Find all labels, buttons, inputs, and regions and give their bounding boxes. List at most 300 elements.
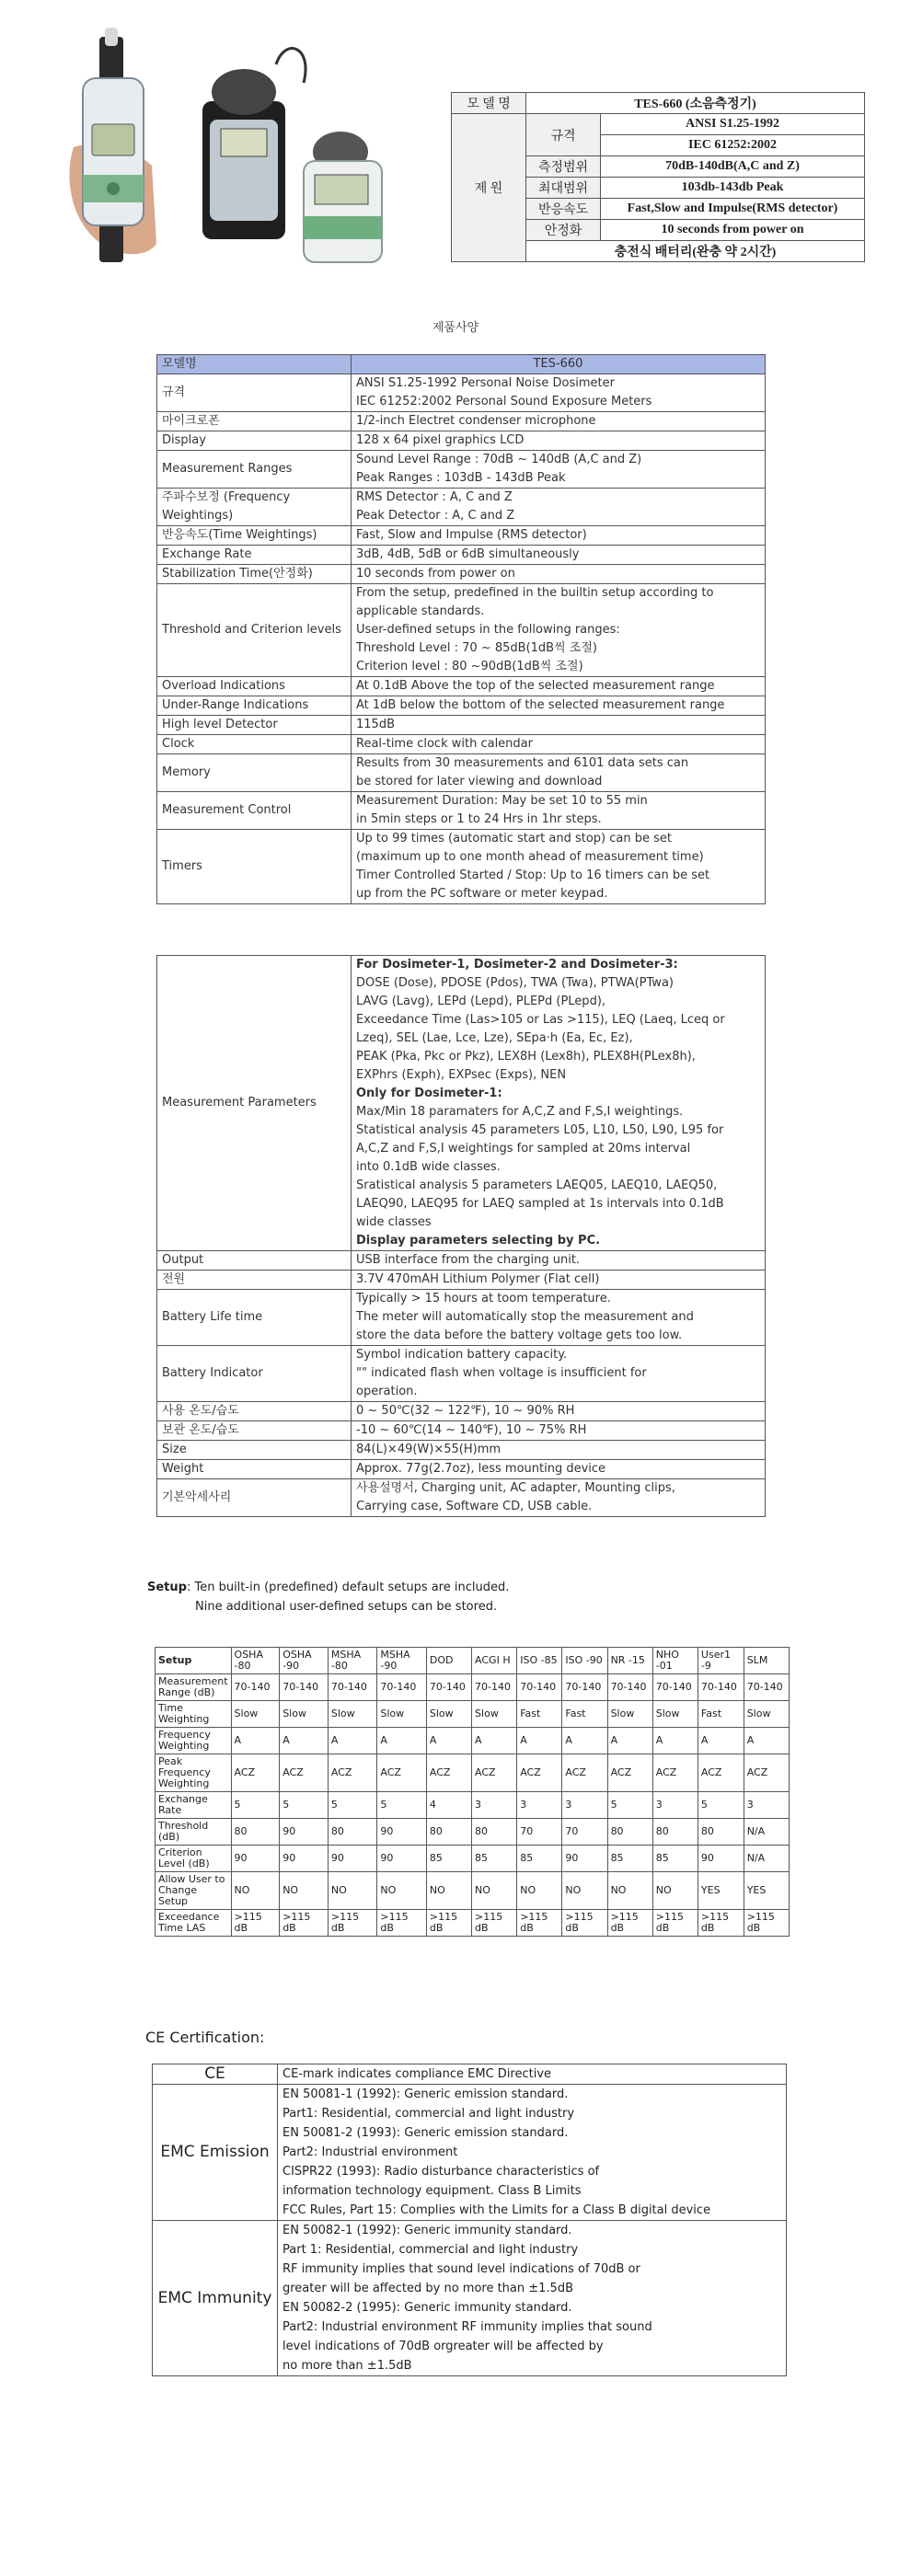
spec-value: 10 seconds from power on [601, 220, 865, 241]
spec-table-2-body [157, 956, 766, 1517]
spec-line: At 1dB below the bottom of the selected measurement range [356, 698, 725, 712]
spec-value [352, 1460, 766, 1479]
setup-cell: 80 [698, 1819, 744, 1846]
spec-label: 규격 [526, 114, 601, 156]
setup-cell: NO [562, 1872, 607, 1910]
spec-row [157, 1402, 766, 1421]
setup-cell: >115 dB [517, 1910, 562, 1937]
setup-header-cell: Setup [156, 1648, 232, 1674]
setup-cell: 5 [377, 1792, 427, 1819]
setup-cell: Slow [377, 1701, 427, 1728]
ce-line: EN 50082-1 (1992): Generic immunity standard. [283, 2224, 572, 2237]
spec-row [157, 584, 766, 677]
spec-line: 84(L)×49(W)×55(H)mm [356, 1443, 502, 1456]
setup-cell: 90 [562, 1846, 607, 1872]
spec-value [352, 956, 766, 1251]
setup-cell: 5 [280, 1792, 329, 1819]
setup-cell: NO [280, 1872, 329, 1910]
spec-value [352, 451, 766, 489]
setup-cell: Slow [231, 1701, 280, 1728]
setup-cell: 85 [607, 1846, 652, 1872]
setup-cell: A [744, 1728, 789, 1754]
setup-row [156, 1792, 790, 1819]
setup-cell: A [328, 1728, 377, 1754]
setup-cell: >115 dB [607, 1910, 652, 1937]
spec-line: into 0.1dB wide classes. [356, 1160, 501, 1174]
spec-line: Lzeq), SEL (Lae, Lce, Lze), SEpa·h (Ea, Ec, Ez), [356, 1031, 633, 1045]
ce-line: FCC Rules, Part 15: Complies with the Limits for a Class B digital device [283, 2203, 711, 2217]
spec-line: 0 ~ 50℃(32 ~ 122℉), 10 ~ 90% RH [356, 1404, 575, 1418]
setup-cell: 70-140 [652, 1674, 698, 1701]
setup-note-line2: Nine additional user-defined setups can be stored. [195, 1600, 498, 1614]
spec-line: store the data before the battery voltage gets too low. [356, 1328, 683, 1342]
setup-cell: 70-140 [698, 1674, 744, 1701]
ce-value [278, 2221, 787, 2376]
setup-cell: 90 [328, 1846, 377, 1872]
spec-value [352, 792, 766, 830]
spec-line: The meter will automatically stop the measurement and [356, 1310, 694, 1324]
setup-cell: A [280, 1728, 329, 1754]
setup-cell: ACZ [280, 1754, 329, 1792]
setup-cell: 3 [472, 1792, 517, 1819]
setup-row [156, 1674, 790, 1701]
spec-table-1 [156, 354, 766, 904]
setup-cell: 80 [231, 1819, 280, 1846]
spec-line: be stored for later viewing and download [356, 775, 603, 788]
spec-value [352, 1441, 766, 1460]
setup-cell: 3 [744, 1792, 789, 1819]
spec-line: (maximum up to one month ahead of measurement time) [356, 850, 704, 864]
spec-line: Statistical analysis 45 parameters L05, L10, L50, L90, L95 for [356, 1123, 724, 1137]
setup-cell: 70-140 [744, 1674, 789, 1701]
spec-line: Peak Ranges : 103dB - 143dB Peak [356, 471, 566, 485]
spec-label: 규격 [157, 374, 352, 412]
section-title: 제품사양 [432, 321, 479, 335]
setup-cell: 3 [517, 1792, 562, 1819]
spec-label: Measurement Parameters [157, 956, 352, 1251]
setup-cell: 90 [280, 1846, 329, 1872]
setup-cell: ACZ [426, 1754, 471, 1792]
setup-cell: NO [328, 1872, 377, 1910]
spec-row [157, 735, 766, 754]
setup-cell: 70-140 [472, 1674, 517, 1701]
setup-cell: 3 [562, 1792, 607, 1819]
spec-line: 3dB, 4dB, 5dB or 6dB simultaneously [356, 547, 580, 561]
spec-line: 사용설명서, Charging unit, AC adapter, Mounting clips, [356, 1481, 675, 1495]
header-label: 모델명 [157, 355, 352, 374]
setup-cell: ACZ [472, 1754, 517, 1792]
spec-label: Threshold and Criterion levels [157, 584, 352, 677]
spec-line: Real-time clock with calendar [356, 737, 533, 751]
spec-line: Sratistical analysis 5 parameters LAEQ05, LAEQ10, LAEQ50, [356, 1179, 718, 1192]
ce-line: greater will be affected by no more than ±1.5dB [283, 2282, 573, 2295]
spec-label: 마이크로폰 [157, 412, 352, 431]
spec-value: 103db-143db Peak [601, 178, 865, 199]
setup-row [156, 1846, 790, 1872]
spec-label: Battery Indicator [157, 1346, 352, 1402]
ce-row [153, 2085, 787, 2221]
setup-header-cell: User1 -9 [698, 1648, 744, 1674]
setup-cell: ACZ [562, 1754, 607, 1792]
setup-cell: ACZ [328, 1754, 377, 1792]
spec-row [157, 1251, 766, 1271]
ce-line: CISPR22 (1993): Radio disturbance characteristics of [283, 2165, 600, 2179]
spec-table-1-body [157, 374, 766, 904]
setup-row-label: Criterion Level (dB) [156, 1846, 232, 1872]
setup-cell: NO [517, 1872, 562, 1910]
setup-cell: 70-140 [517, 1674, 562, 1701]
setup-header-cell: NHO -01 [652, 1648, 698, 1674]
spec-label: 최대범위 [526, 178, 601, 199]
setup-cell: NO [231, 1872, 280, 1910]
setup-cell: NO [472, 1872, 517, 1910]
setup-row-label: Peak Frequency Weighting [156, 1754, 232, 1792]
setup-row [156, 1910, 790, 1937]
spec-row [157, 956, 766, 1251]
spec-value [352, 677, 766, 696]
spec-value [352, 696, 766, 716]
spec-line: 3.7V 470mAH Lithium Polymer (Flat cell) [356, 1272, 600, 1286]
ce-line: Part2: Industrial environment RF immunity implies that sound [283, 2320, 652, 2334]
spec-value: Fast,Slow and Impulse(RMS detector) [601, 199, 865, 220]
setup-row-label: Threshold (dB) [156, 1819, 232, 1846]
spec-value [352, 489, 766, 526]
spec-table-2 [156, 955, 766, 1517]
setup-cell: 5 [231, 1792, 280, 1819]
setup-cell: N/A [744, 1846, 789, 1872]
setup-header-cell: NR -15 [607, 1648, 652, 1674]
ce-row [153, 2221, 787, 2376]
spec-line: Threshold Level : 70 ~ 85dB(1dB씩 조절) [356, 641, 597, 655]
spec-row [157, 451, 766, 489]
setup-cell: ACZ [517, 1754, 562, 1792]
spec-line: 1/2-inch Electret condenser microphone [356, 414, 596, 428]
setup-cell: A [231, 1728, 280, 1754]
setup-cell: N/A [744, 1819, 789, 1846]
setup-cell: Slow [426, 1701, 471, 1728]
spec-row [157, 546, 766, 565]
ce-title: CE Certification: [145, 2029, 265, 2046]
setup-cell: NO [426, 1872, 471, 1910]
spec-label: High level Detector [157, 716, 352, 735]
setup-cell: NO [377, 1872, 427, 1910]
spec-line: Fast, Slow and Impulse (RMS detector) [356, 528, 587, 542]
spec-line: applicable standards. [356, 604, 485, 618]
setup-cell: 90 [231, 1846, 280, 1872]
spec-line: For Dosimeter-1, Dosimeter-2 and Dosimeter-3: [356, 958, 678, 972]
spec-label: Timers [157, 830, 352, 904]
spec-label: 반응속도(Time Weightings) [157, 526, 352, 546]
setup-cell: A [426, 1728, 471, 1754]
spec-label: 측정범위 [526, 156, 601, 178]
ce-line: EN 50081-1 (1992): Generic emission standard. [283, 2087, 569, 2101]
device-mic [105, 28, 118, 46]
ce-table [152, 2064, 787, 2376]
ce-line: Part1: Residential, commercial and light industry [283, 2107, 575, 2121]
ce-label: EMC Emission [153, 2085, 278, 2221]
spec-label: Stabilization Time(안정화) [157, 565, 352, 584]
spec-value [352, 1271, 766, 1290]
ce-value [278, 2064, 787, 2085]
spec-line: EXPhrs (Exph), EXPsec (Exps), NEN [356, 1068, 567, 1082]
setup-cell: 80 [328, 1819, 377, 1846]
spec-line: User-defined setups in the following ranges: [356, 623, 620, 637]
spec-label: 기본악세사리 [157, 1479, 352, 1517]
setup-cell: 70-140 [426, 1674, 471, 1701]
setup-cell: Slow [652, 1701, 698, 1728]
ce-line: EN 50082-2 (1995): Generic immunity standard. [283, 2301, 572, 2315]
spec-line: Up to 99 times (automatic start and stop) can be set [356, 832, 672, 845]
setup-cell: NO [652, 1872, 698, 1910]
setup-table [155, 1647, 790, 1937]
spec-line: DOSE (Dose), PDOSE (Pdos), TWA (Twa), PTWA(PTwa) [356, 976, 674, 990]
spec-value [352, 1479, 766, 1517]
device-button [107, 182, 120, 195]
setup-cell: 70-140 [328, 1674, 377, 1701]
spec-value [352, 374, 766, 412]
setup-header-cell: OSHA -90 [280, 1648, 329, 1674]
spec-value [352, 1402, 766, 1421]
spec-line: RMS Detector : A, C and Z [356, 490, 513, 504]
spec-line: up from the PC software or meter keypad. [356, 887, 608, 901]
setup-row-label: Time Weighting [156, 1701, 232, 1728]
ce-line: RF immunity implies that sound level indications of 70dB or [283, 2262, 640, 2276]
ce-label: EMC Immunity [153, 2221, 278, 2376]
spec-row [157, 1290, 766, 1346]
spec-line: Sound Level Range : 70dB ~ 140dB (A,C and Z) [356, 453, 642, 466]
spec-value [352, 431, 766, 451]
setup-note-label: Setup [147, 1581, 187, 1594]
spec-row [157, 1346, 766, 1402]
spec-label: Measurement Control [157, 792, 352, 830]
spec-value: ANSI S1.25-1992 [601, 114, 865, 135]
setup-cell: >115 dB [562, 1910, 607, 1937]
setup-cell: A [698, 1728, 744, 1754]
ce-line: CE-mark indicates compliance EMC Directive [283, 2067, 552, 2081]
spec-line: USB interface from the charging unit. [356, 1253, 581, 1267]
spec-row [157, 754, 766, 792]
setup-cell: >115 dB [652, 1910, 698, 1937]
ce-table-body [153, 2064, 787, 2376]
spec-value [352, 716, 766, 735]
spec-line: A,C,Z and F,S,I weightings for sampled at 20ms interval [356, 1142, 691, 1156]
spec-line: Approx. 77g(2.7oz), less mounting device [356, 1462, 606, 1476]
spec-line: At 0.1dB Above the top of the selected measurement range [356, 679, 715, 693]
setup-cell: >115 dB [280, 1910, 329, 1937]
ce-line: no more than ±1.5dB [283, 2359, 412, 2373]
setup-cell: A [517, 1728, 562, 1754]
device-screen [92, 124, 134, 155]
setup-cell: Slow [607, 1701, 652, 1728]
spec-value: 70dB-140dB(A,C and Z) [601, 156, 865, 178]
setup-table-body [156, 1674, 790, 1937]
product-photo [64, 28, 428, 271]
setup-cell: 70 [517, 1819, 562, 1846]
setup-row-label: Exceedance Time LAS [156, 1910, 232, 1937]
setup-cell: >115 dB [472, 1910, 517, 1937]
setup-cell: 4 [426, 1792, 471, 1819]
setup-cell: A [562, 1728, 607, 1754]
spec-label: Output [157, 1251, 352, 1271]
spec-line: Peak Detector : A, C and Z [356, 509, 515, 523]
setup-cell: 80 [607, 1819, 652, 1846]
spec-label: Measurement Ranges [157, 451, 352, 489]
setup-cell: ACZ [652, 1754, 698, 1792]
spec-row [157, 792, 766, 830]
spec-line: Carrying case, Software CD, USB cable. [356, 1500, 593, 1513]
setup-cell: >115 dB [377, 1910, 427, 1937]
setup-cell: >115 dB [426, 1910, 471, 1937]
setup-cell: A [472, 1728, 517, 1754]
setup-cell: Slow [744, 1701, 789, 1728]
summary-spec-table [451, 92, 865, 262]
spec-value [352, 830, 766, 904]
setup-cell: 70-140 [231, 1674, 280, 1701]
ce-value [278, 2085, 787, 2221]
spec-label: Memory [157, 754, 352, 792]
setup-header-cell: DOD [426, 1648, 471, 1674]
setup-cell: YES [744, 1872, 789, 1910]
spec-line: Typically > 15 hours at toom temperature. [356, 1292, 611, 1305]
setup-cell: 70-140 [377, 1674, 427, 1701]
spec-row [157, 431, 766, 451]
spec-line: Results from 30 measurements and 6101 data sets can [356, 756, 689, 770]
setup-cell: ACZ [231, 1754, 280, 1792]
spec-label: 전원 [157, 1271, 352, 1290]
spec-row [157, 1460, 766, 1479]
spec-row [157, 696, 766, 716]
setup-header-cell: MSHA -80 [328, 1648, 377, 1674]
setup-cell: A [652, 1728, 698, 1754]
setup-header-cell: ISO -90 [562, 1648, 607, 1674]
spec-line: IEC 61252:2002 Personal Sound Exposure Meters [356, 395, 652, 408]
spec-line: operation. [356, 1385, 418, 1398]
setup-cell: 85 [652, 1846, 698, 1872]
spec-value [352, 584, 766, 677]
setup-table-header [156, 1648, 790, 1674]
spec-line: Measurement Duration: May be set 10 to 55 min [356, 794, 648, 808]
spec-line: Criterion level : 80 ~90dB(1dB씩 조절) [356, 660, 583, 673]
setup-row-label: Exchange Rate [156, 1792, 232, 1819]
ce-line: Part 1: Residential, commercial and light industry [283, 2243, 579, 2257]
spec-value [352, 546, 766, 565]
setup-cell: 90 [698, 1846, 744, 1872]
spec-line: 10 seconds from power on [356, 567, 515, 581]
spec-value [352, 735, 766, 754]
spec-label: 보관 온도/습도 [157, 1421, 352, 1441]
ce-line: level indications of 70dB orgreater will be affected by [283, 2340, 604, 2353]
setup-cell: >115 dB [744, 1910, 789, 1937]
setup-cell: Fast [698, 1701, 744, 1728]
setup-cell: 90 [377, 1846, 427, 1872]
spec-label: 안정화 [526, 220, 601, 241]
spec-row [157, 374, 766, 412]
setup-row [156, 1754, 790, 1792]
spec-row [157, 1421, 766, 1441]
setup-cell: 70-140 [280, 1674, 329, 1701]
setup-cell: A [607, 1728, 652, 1754]
spec-label: Exchange Rate [157, 546, 352, 565]
setup-header-cell: ACGI H [472, 1648, 517, 1674]
setup-note-line1: : Ten built-in (predefined) default setups are included. [186, 1581, 510, 1594]
spec-row [157, 489, 766, 526]
spec-line: Symbol indication battery capacity. [356, 1348, 568, 1362]
spec-row [157, 1441, 766, 1460]
spec-label: Display [157, 431, 352, 451]
spec-value [352, 526, 766, 546]
setup-cell: 5 [328, 1792, 377, 1819]
setup-cell: YES [698, 1872, 744, 1910]
spec-label: 반응속도 [526, 199, 601, 220]
spec-line: Max/Min 18 paramaters for A,C,Z and F,S,I weightings. [356, 1105, 684, 1119]
spec-line: LAEQ90, LAEQ95 for LAEQ sampled at 1s intervals into 0.1dB [356, 1197, 724, 1211]
spec-label: Size [157, 1441, 352, 1460]
setup-row-label: Measurement Range (dB) [156, 1674, 232, 1701]
setup-cell: 85 [426, 1846, 471, 1872]
spec-value [352, 1290, 766, 1346]
device3-screen [315, 175, 368, 204]
setup-row-label: Allow User to Change Setup [156, 1872, 232, 1910]
setup-row [156, 1701, 790, 1728]
setup-row-label: Frequency Weighting [156, 1728, 232, 1754]
spec-line: Only for Dosimeter-1: [356, 1087, 502, 1100]
group-label: 제 원 [452, 114, 526, 262]
spec-row [157, 677, 766, 696]
spec-value [352, 1421, 766, 1441]
setup-cell: 90 [377, 1819, 427, 1846]
ce-line: Part2: Industrial environment [283, 2145, 458, 2159]
spec-line: ANSI S1.25-1992 Personal Noise Dosimeter [356, 376, 615, 390]
setup-cell: 80 [652, 1819, 698, 1846]
setup-cell: >115 dB [231, 1910, 280, 1937]
ce-line: EN 50081-2 (1993): Generic emission standard. [283, 2126, 569, 2140]
spec-line: Display parameters selecting by PC. [356, 1234, 601, 1248]
spec-label: Under-Range Indications [157, 696, 352, 716]
setup-cell: 70 [562, 1819, 607, 1846]
setup-cell: Slow [328, 1701, 377, 1728]
setup-header-cell: MSHA -90 [377, 1648, 427, 1674]
battery-value: 충전식 배터리(완충 약 2시간) [526, 241, 865, 262]
spec-line: 128 x 64 pixel graphics LCD [356, 433, 525, 447]
setup-header-cell: OSHA -80 [231, 1648, 280, 1674]
spec-line: LAVG (Lavg), LEPd (Lepd), PLEPd (PLepd), [356, 995, 606, 1008]
spec-value [352, 412, 766, 431]
spec-label: Battery Life time [157, 1290, 352, 1346]
model-value: TES-660 (소음측정기) [526, 93, 865, 114]
setup-row [156, 1728, 790, 1754]
setup-cell: 70-140 [562, 1674, 607, 1701]
spec-row [157, 716, 766, 735]
setup-cell: 70-140 [607, 1674, 652, 1701]
device2-screen [221, 129, 267, 156]
setup-cell: Slow [280, 1701, 329, 1728]
spec-row [157, 412, 766, 431]
ce-row [153, 2064, 787, 2085]
spec-label: 주파수보정 (Frequency Weightings) [157, 489, 352, 526]
setup-cell: 80 [472, 1819, 517, 1846]
spec-label: Weight [157, 1460, 352, 1479]
setup-cell: ACZ [744, 1754, 789, 1792]
setup-cell: A [377, 1728, 427, 1754]
setup-cell: 5 [698, 1792, 744, 1819]
ce-line: information technology equipment. Class B Limits [283, 2184, 582, 2198]
setup-cell: 85 [517, 1846, 562, 1872]
spec-label: Overload Indications [157, 677, 352, 696]
spec-line: 115dB [356, 718, 395, 731]
device-clip-bottom [99, 221, 123, 262]
setup-header-cell: ISO -85 [517, 1648, 562, 1674]
spec-line: Timer Controlled Started / Stop: Up to 16 timers can be set [356, 868, 710, 882]
